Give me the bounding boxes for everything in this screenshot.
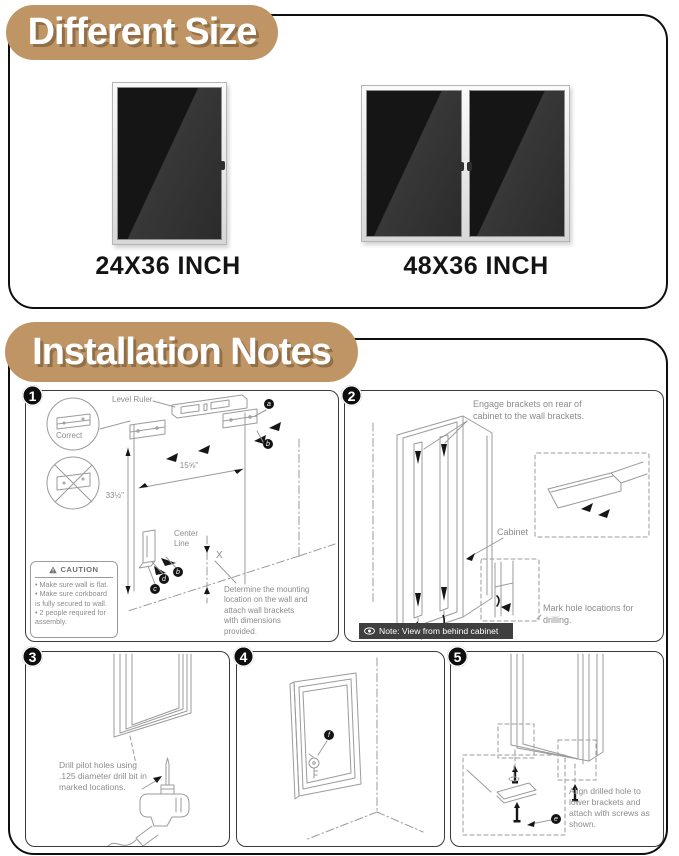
cabinet-label: Cabinet [497,527,529,537]
bulletin-board-48x36-image [361,85,570,242]
size-label-48x36: 48X36 INCH [403,252,549,280]
width-dimension-label: 15⅝" [179,461,199,470]
step3-diagram-svg [26,652,229,846]
marker-e: e [551,814,561,824]
marker-b: b [263,439,273,449]
view-note-text: Note: View from behind cabinet [379,626,499,636]
installation-title: Installation Notes [32,330,331,373]
different-size-title: Different Size [27,11,257,53]
lock-icon-right [467,162,472,171]
different-size-header [6,5,278,60]
installation-header [5,322,358,382]
board-glass-right [469,90,565,237]
step4-diagram-svg [237,652,444,846]
step2-instruction: Engage brackets on rear of cabinet to the wall brackets. [473,399,585,421]
correct-bracket-detail [47,398,130,450]
caution-header [35,565,113,578]
lock-icon [220,161,225,170]
eye-icon [364,627,375,635]
board-glass-left [366,90,462,237]
step3-instruction: Drill pilot holes using .125 diameter drill bit in marked locations. [59,760,147,793]
step2-panel [344,387,664,642]
bulletin-board-24x36-image [112,82,227,245]
step5-panel [450,648,664,847]
marker-d: d [159,574,169,584]
step1-number-badge: 1 [22,385,43,406]
double-door-panes [366,90,565,237]
caution-item: • Make sure wall is flat. [35,580,113,589]
marker-c: c [150,584,160,594]
bracket-inset-bottom [481,559,539,621]
bracket-inset-top [535,453,649,537]
marker-b2: b [173,567,183,577]
bracket-inset [463,755,565,835]
cabinet-bottom [511,654,603,764]
marker-f: f [324,730,334,740]
size-label-24x36: 24X36 INCH [95,252,241,280]
x-dimension-label: X [216,550,223,561]
view-note-badge [359,623,513,639]
caution-item: • 2 people required for assembly. [35,608,113,627]
step3-number-badge: 3 [22,646,43,667]
warning-triangle-icon [49,566,57,574]
step5-instruction: Align drilled hole to lower brackets and attach with screws as shown. [569,786,650,830]
step5-number-badge: 5 [447,646,468,667]
step4-panel [236,648,445,847]
level-ruler-drawing [153,395,247,418]
caution-item: • Make sure corkboard is fully secured to wall. [35,589,113,608]
wall-corner-lines [305,658,423,840]
caution-box [30,561,118,638]
cabinet-corner [114,654,191,737]
step4-number-badge: 4 [233,646,254,667]
step1-note: Determine the mounting location on the wall and attach wall brackets with dimensions provided. [224,585,310,636]
step3-panel [25,648,230,847]
step2-number-badge: 2 [341,385,362,406]
marker-a: a [264,399,274,409]
lower-bracket [139,410,266,584]
level-ruler-label: Level Ruler [112,395,153,404]
key-in-lock [309,741,327,778]
caution-title: CAUTION [60,565,99,574]
wall-and-brackets [130,409,257,591]
board-glass-single [117,87,222,240]
step1-panel [25,387,339,642]
lock-icon-left [459,162,464,171]
height-dimension-label: 33½" [105,491,124,500]
center-line-label: Center Line [174,529,199,549]
correct-label: Correct [56,431,83,440]
mark-holes-note: Mark hole locations for drilling. [543,603,634,625]
